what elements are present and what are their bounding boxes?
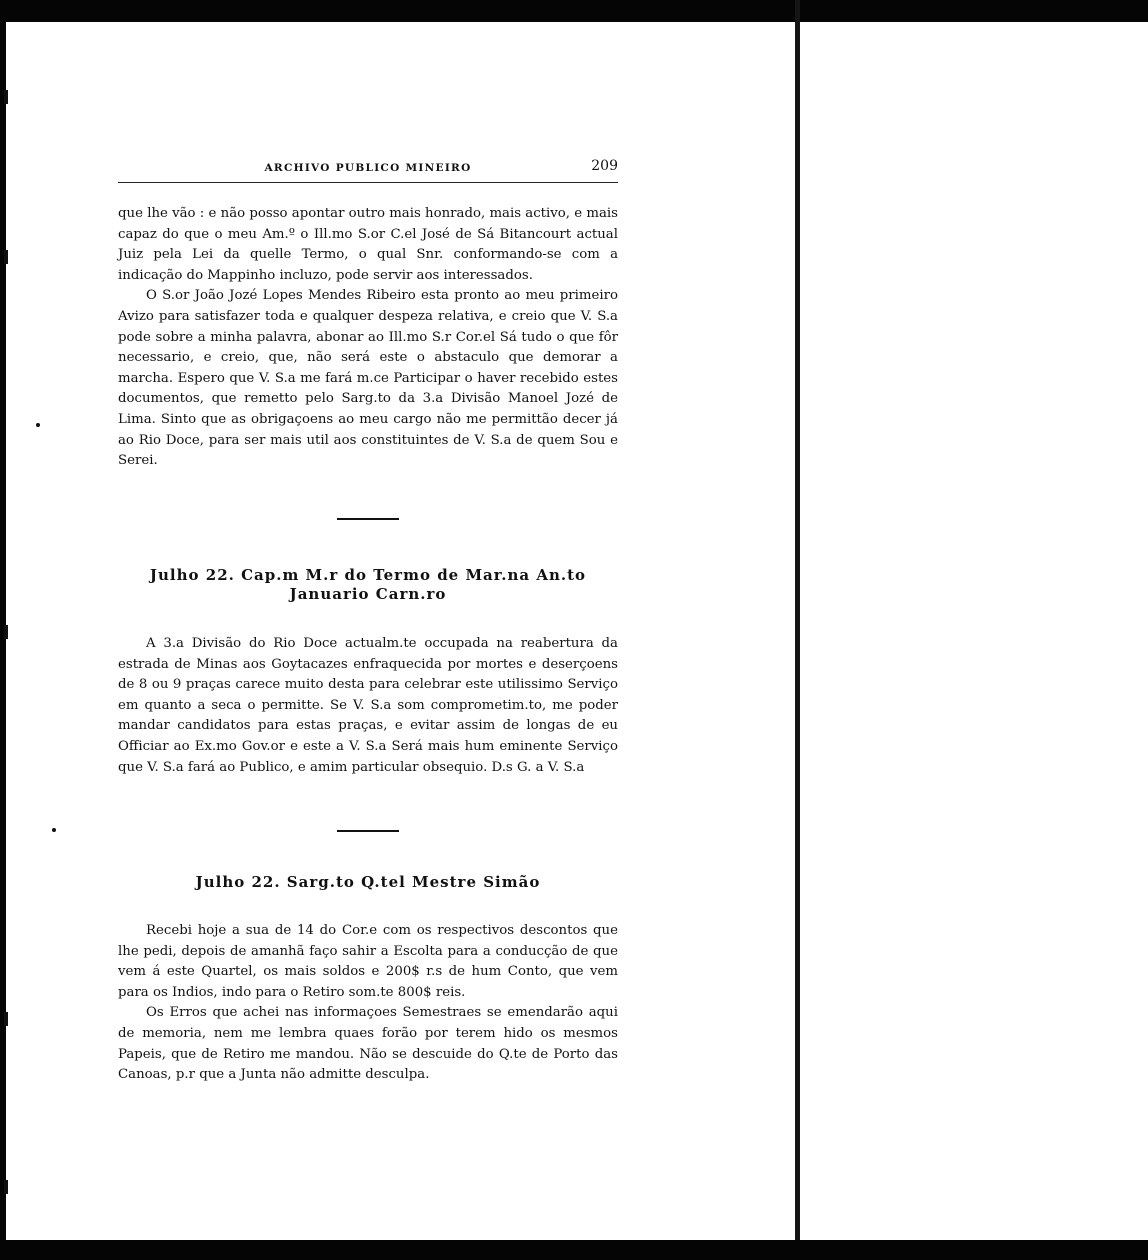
- running-title: ARCHIVO PUBLICO MINEIRO: [264, 162, 472, 174]
- facing-blank-page: [800, 22, 1148, 1240]
- scan-border-top: [0, 0, 1148, 22]
- letter-continuation: [118, 204, 618, 472]
- header-rule: [118, 182, 618, 183]
- heading-line: Julho 22. Cap.m M.r do Termo de Mar.na An.to: [149, 566, 587, 584]
- scan-border-bottom: [0, 1240, 1148, 1260]
- letter-body: [118, 634, 618, 778]
- binding-mark: [4, 1180, 8, 1194]
- paragraph: O S.or João Jozé Lopes Mendes Ribeiro esta pronto ao meu primeiro Avizo para satisfazer toda e qualquer despeza relativa, e creio que V. S.a pode sobre a minha palavra, abonar ao Ill.mo S.r Cor.el Sá tudo o que fôr necessario, e creio, que, não será este o abstaculo que demorar a marcha. Espero que V. S.a me fará m.ce Participar o haver recebido estes documentos, que remetto pelo Sarg.to da 3.a Divisão Manoel Jozé de Lima. Sinto que as obrigaçoens ao meu cargo não me permittão decer já ao Rio Doce, para ser mais util aos constituintes de V. S.a de quem Sou e Serei.: [118, 288, 618, 469]
- scan-speck: [36, 423, 40, 427]
- heading-line: Januario Carn.ro: [289, 585, 447, 603]
- paragraph: Os Erros que achei nas informaçoes Semestraes se emendarão aqui de memoria, nem me lembra quaes forão por terem hido os mesmos Papeis, que de Retiro me mandou. Não se descuide do Q.te de Porto das Canoas, p.r que a Junta não admitte desculpa.: [118, 1005, 618, 1083]
- heading-line: Julho 22. Sarg.to Q.tel Mestre Simão: [195, 873, 541, 891]
- binding-mark: [4, 1012, 8, 1026]
- page-header: [118, 158, 618, 180]
- binding-mark: [4, 625, 8, 639]
- paragraph: Recebi hoje a sua de 14 do Cor.e com os respectivos descontos que lhe pedi, depois de amanhã faço sahir a Escolta para a conducção de que vem á este Quartel, os mais soldos e 200$ r.s de hum Conto, que vem para os Indios, indo para o Retiro som.te 800$ reis.: [118, 923, 618, 1000]
- scan-speck: [52, 828, 56, 832]
- paragraph: A 3.a Divisão do Rio Doce actualm.te occupada na reabertura da estrada de Minas aos Goytacazes enfraquecida por mortes e deserçoens de 8 ou 9 praças carece muito desta para celebrar este utilissimo Serviço em quanto a seca o permitte. Se V. S.a som comprometim.to, me poder mandar candidatos para estas praças, e evitar assim de longas de eu Officiar ao Ex.mo Gov.or e este a V. S.a Será mais hum eminente Serviço que V. S.a fará ao Publico, e amim particular obsequio. D.s G. a V. S.a: [118, 636, 618, 775]
- paragraph: que lhe vão : e não posso apontar outro mais honrado, mais activo, e mais capaz do que o meu Am.º o Ill.mo S.or C.el José de Sá Bitancourt actual Juiz pela Lei da quelle Termo, o qual Snr. conformando-se com a indicação do Mappinho incluzo, pode servir aos interessados.: [118, 206, 618, 283]
- section-divider: [337, 830, 399, 832]
- letter-heading: [118, 566, 618, 604]
- letter-heading: [118, 873, 618, 892]
- letter-body: [118, 921, 618, 1086]
- binding-mark: [4, 90, 8, 104]
- page-number: 209: [591, 158, 618, 174]
- binding-mark: [4, 250, 8, 264]
- section-divider: [337, 518, 399, 520]
